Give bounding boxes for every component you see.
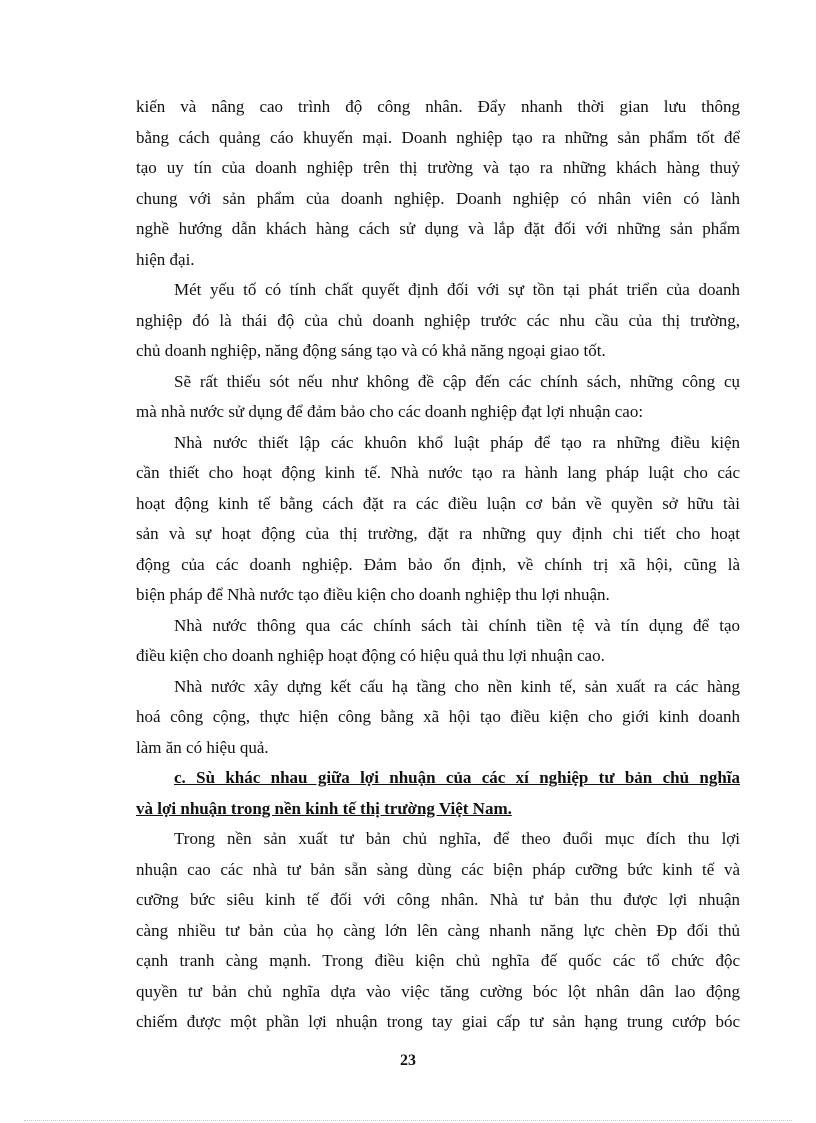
text-line: Nhà nước thông qua các chính sách tài chính tiền tệ và tín dụng để tạo [174, 615, 740, 635]
text-line: động của các doanh nghiệp. Đảm bảo ổn định, về chính trị xã hội, cũng là [136, 554, 740, 574]
text-line: hoá công cộng, thực hiện công bằng xã hội tạo điều kiện cho giới kinh doanh [136, 707, 740, 726]
text-line: càng nhiều tư bản của họ càng lớn lên càng nhanh năng lực chèn Đp đối thủ [136, 920, 740, 940]
text-line: cần thiết cho hoạt động kinh tế. Nhà nước tạo ra hành lang pháp luật cho các [136, 463, 740, 482]
text-line: Sẽ rất thiếu sót nếu như không đề cập đến các chính sách, những công cụ [174, 371, 740, 391]
text-line: sản và sự hoạt động của thị trường, đặt ra những quy định chi tiết cho hoạt [136, 524, 740, 543]
text-line: hiện đại. [136, 249, 195, 269]
text-line: tạo uy tín của doanh nghiệp trên thị trường và tạo ra những khách hàng thuỷ [136, 158, 740, 177]
text-line: kiến và nâng cao trình độ công nhân. Đẩy nhanh thời gian lưu thông [136, 97, 740, 116]
text-line: quyền tư bản chủ nghĩa dựa vào việc tăng cường bóc lột nhân dân lao động [136, 981, 740, 1001]
text-line: chiếm được một phần lợi nhuận trong tay giai cấp tư sản hạng trung cướp bóc [136, 1012, 740, 1031]
text-line: Nhà nước thiết lập các khuôn khổ luật pháp để tạo ra những điều kiện [174, 432, 740, 452]
page-bottom-divider [24, 1120, 792, 1121]
section-heading: c. Sù khác nhau giữa lợi nhuận của các xí nghiệp tư bản chủ nghĩa [174, 768, 740, 787]
text-line: điều kiện cho doanh nghiệp hoạt động có hiệu quả thu lợi nhuận cao. [136, 646, 605, 665]
text-line: chung với sản phẩm của doanh nghiệp. Doanh nghiệp có nhân viên có lành [136, 188, 740, 208]
text-line: mà nhà nước sử dụng để đảm bảo cho các doanh nghiệp đạt lợi nhuận cao: [136, 402, 644, 421]
text-line: cạnh tranh càng mạnh. Trong điều kiện chủ nghĩa đế quốc các tổ chức độc [136, 951, 740, 970]
text-line: chủ doanh nghiệp, năng động sáng tạo và có khả năng ngoại giao tốt. [136, 341, 606, 360]
text-line: cưỡng bức siêu kinh tế đối với công nhân. Nhà tư bản thu được lợi nhuận [136, 890, 740, 909]
text-line: bằng cách quảng cáo khuyến mại. Doanh nghiệp tạo ra những sản phẩm tốt để [136, 127, 740, 147]
text-line: nhuận cao các nhà tư bản sẵn sàng dùng các biện pháp cưỡng bức kinh tế và [136, 859, 740, 879]
text-line: nghề hướng dẫn khách hàng cách sử dụng và lắp đặt đối với những sản phẩm [136, 219, 740, 238]
text-line: Mét yếu tố có tính chất quyết định đối với sự tồn tại phát triển của doanh [174, 280, 740, 299]
body-text [136, 92, 740, 1038]
page-number: 23 [400, 1052, 416, 1069]
text-line: biện pháp để Nhà nước tạo điều kiện cho doanh nghiệp thu lợi nhuận. [136, 585, 610, 604]
text-line: Trong nền sản xuất tư bản chủ nghĩa, để theo đuổi mục đích thu lợi [174, 829, 740, 848]
section-heading: và lợi nhuận trong nền kinh tế thị trường Việt Nam. [136, 798, 512, 818]
text-line: Nhà nước xây dựng kết cấu hạ tầng cho nền kinh tế, sản xuất ra các hàng [174, 676, 740, 696]
text-line: hoạt động kinh tế bằng cách đặt ra các điều luận cơ bản về quyền sở hữu tài [136, 493, 740, 513]
text-line: làm ăn có hiệu quả. [136, 737, 269, 757]
text-line: nghiệp đó là thái độ của chủ doanh nghiệp trước các nhu cầu của thị trường, [136, 310, 740, 330]
